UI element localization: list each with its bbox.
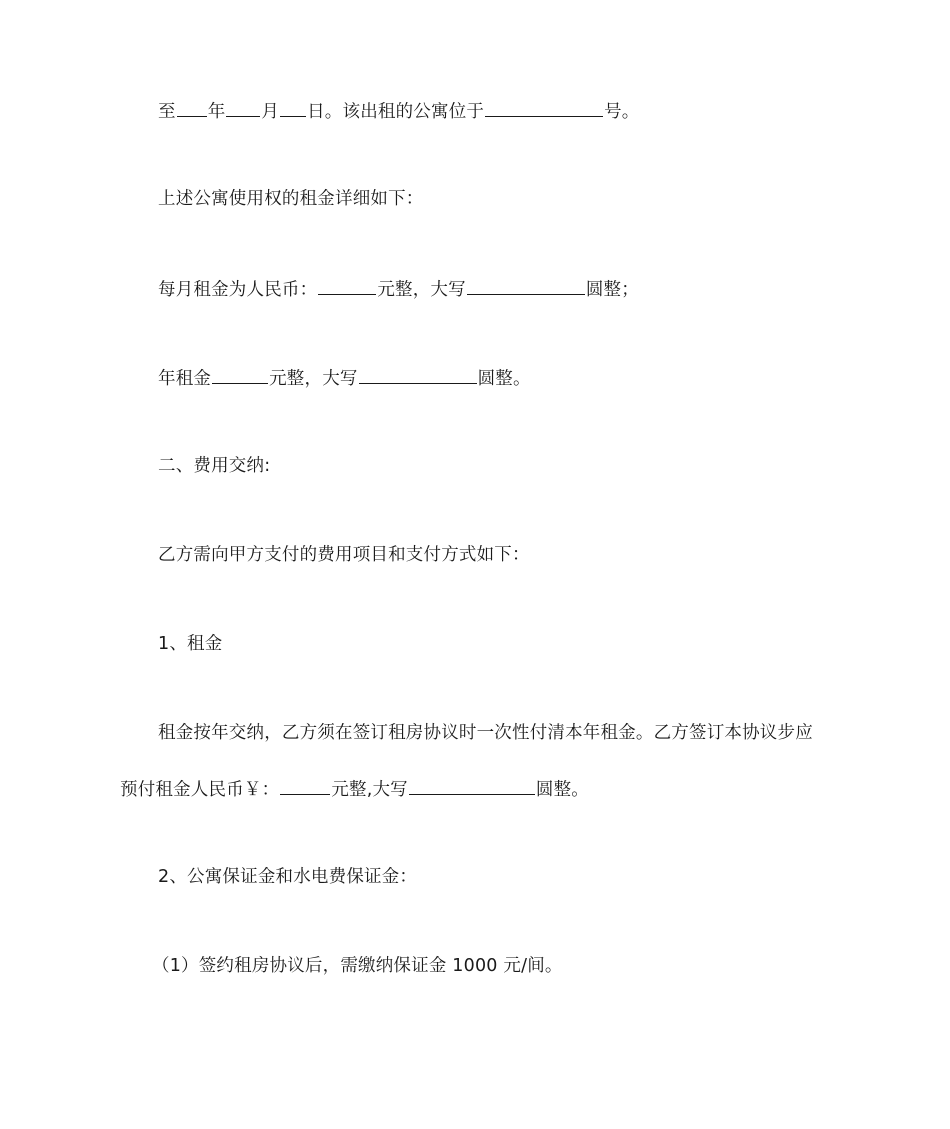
text-fragment: 月 xyxy=(261,102,280,122)
paragraph-fee-items-intro: 乙方需向甲方支付的费用项目和支付方式如下： xyxy=(158,545,530,565)
paragraph-monthly-rent xyxy=(158,276,639,302)
text-fragment: 号。 xyxy=(604,102,640,122)
text-fragment: 圆整。 xyxy=(535,780,589,800)
text-fragment: 年 xyxy=(207,102,226,122)
blank-prepaid-amount-words xyxy=(409,776,535,795)
blank-address xyxy=(485,98,603,117)
text-fragment: 预付租金人民币￥： xyxy=(120,780,280,800)
blank-prepaid-amount xyxy=(280,776,330,795)
blank-month xyxy=(226,98,260,117)
text-fragment: 元整,大写 xyxy=(331,780,408,800)
blank-monthly-amount xyxy=(318,276,376,295)
text-fragment: 圆整。 xyxy=(477,369,531,389)
blank-monthly-amount-words xyxy=(467,276,585,295)
blank-day xyxy=(280,98,306,117)
blank-annual-amount xyxy=(212,365,268,384)
section-heading-fees: 二、费用交纳: xyxy=(158,456,271,476)
paragraph-rent-payment: 租金按年交纳，乙方须在签订租房协议时一次性付清本年租金。乙方签订本协议步应 xyxy=(158,723,813,743)
text-fragment: 元整，大写 xyxy=(269,369,358,389)
text-fragment: 年租金 xyxy=(158,369,212,389)
paragraph-annual-rent xyxy=(158,365,531,391)
paragraph-rent-details-intro: 上述公寓使用权的租金详细如下： xyxy=(158,189,424,209)
subheading-rent: 1、租金 xyxy=(158,634,223,654)
paragraph-deposit-amount: （1）签约租房协议后，需缴纳保证金 1000 元/间。 xyxy=(152,956,563,976)
text-fragment: 日。该出租的公寓位于 xyxy=(307,102,485,122)
text-fragment: 至 xyxy=(158,102,176,122)
paragraph-lease-end-date xyxy=(158,98,640,124)
text-fragment: 圆整； xyxy=(585,280,639,300)
blank-year xyxy=(177,98,207,117)
text-fragment: 元整，大写 xyxy=(377,280,466,300)
blank-annual-amount-words xyxy=(359,365,477,384)
subheading-deposits: 2、公寓保证金和水电费保证金： xyxy=(158,867,418,887)
text-fragment: 每月租金为人民币： xyxy=(158,280,318,300)
paragraph-prepaid-rent xyxy=(120,776,589,802)
